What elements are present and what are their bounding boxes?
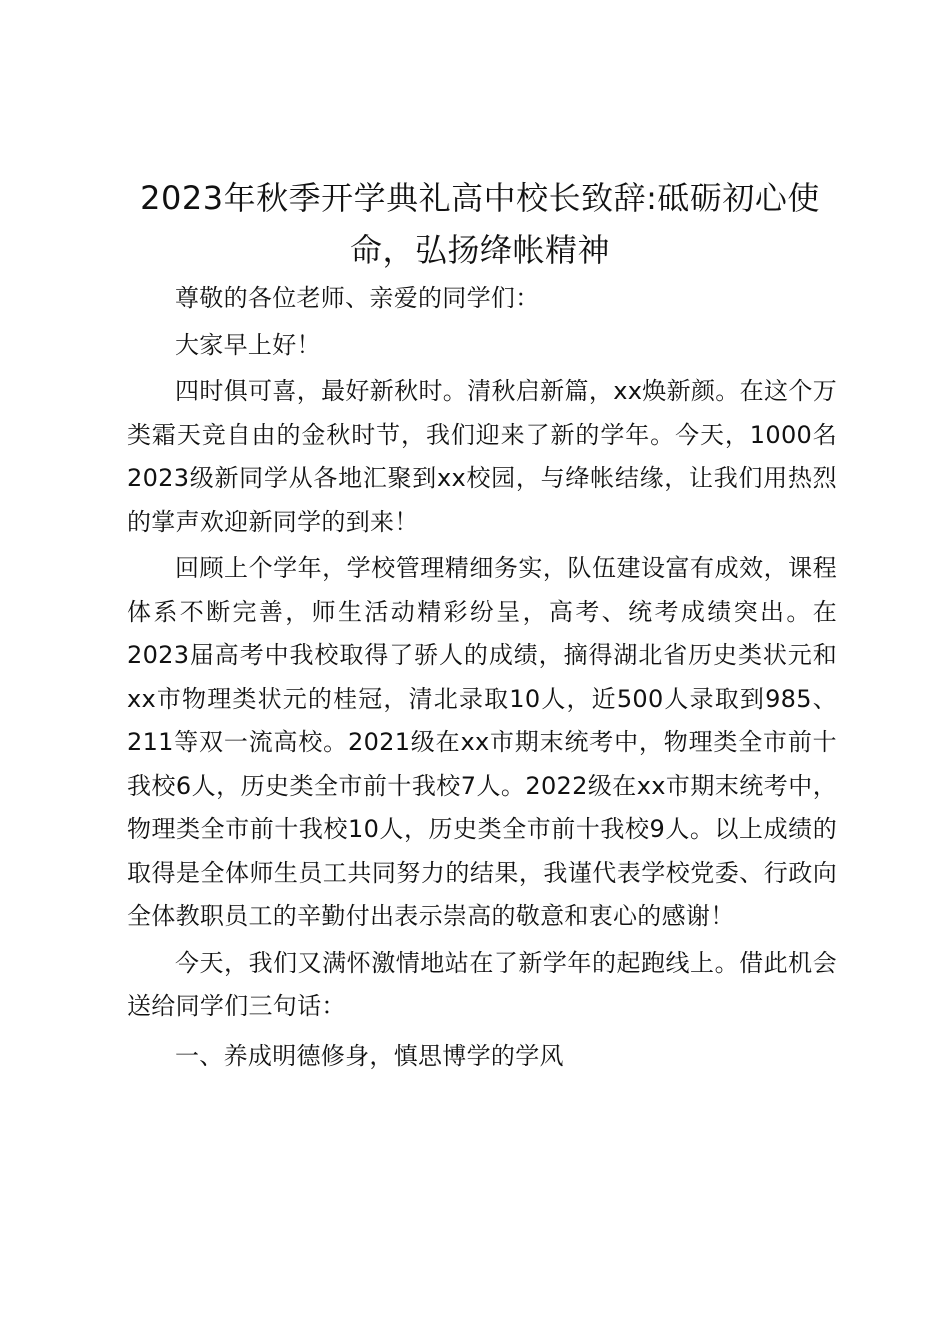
paragraph-review: 回顾上个学年，学校管理精细务实，队伍建设富有成效，课程体系不断完善，师生活动精彩纷呈，高考、统考成绩突出。在2023届高考中我校取得了骄人的成绩，摘得湖北省历史类状元和xx市物理类状元的桂冠，清北录取10人，近500人录取到985、211等双一流高校。2021级在xx市期末统考中，物理类全市前十我校6人，历史类全市前十我校7人。2022级在xx市期末统考中，物理类全市前十我校10人，历史类全市前十我校9人。以上成绩的取得是全体师生员工共同努力的结果，我谨代表学校党委、行政向全体教职员工的辛勤付出表示崇高的敬意和衷心的感谢！ [127,554,837,930]
paragraph-opening: 四时俱可喜，最好新秋时。清秋启新篇，xx焕新颜。在这个万类霜天竞自由的金秋时节，我们迎来了新的学年。今天，1000名2023级新同学从各地汇聚到xx校园，与绛帐结缘，让我们用热烈的掌声欢迎新同学的到来！ [127,377,837,536]
greeting: 大家早上好！ [175,330,321,359]
document-title: 2023年秋季开学典礼高中校长致辞:砥砺初心使命，弘扬绛帐精神 [140,179,820,269]
section-heading: 一、养成明德修身，慎思博学的学风 [175,1041,564,1070]
salutation: 尊敬的各位老师、亲爱的同学们： [175,284,540,312]
document-body [127,277,837,1081]
paragraph-transition: 今天，我们又满怀激情地站在了新学年的起跑线上。借此机会送给同学们三句话： [127,948,837,1020]
